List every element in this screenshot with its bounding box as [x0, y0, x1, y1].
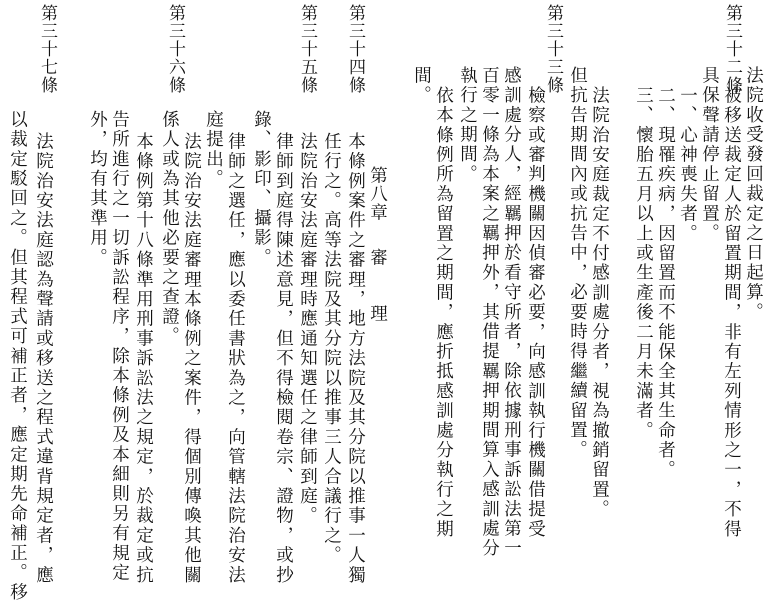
- text-column: 法院治安法庭審理本條例之案件，得個別傳喚其他關: [181, 132, 202, 586]
- text-column: 法院治安法庭審理時應通知選任之律師到庭。: [297, 132, 318, 526]
- text-column: 依本條例所為留置之期間，應折抵感訓處分執行之期: [433, 86, 454, 540]
- text-column: 但抗告期間內或抗告中，必要時得繼續留置。: [567, 66, 588, 460]
- text-column: 係人或為其他必要之查證。: [159, 110, 180, 347]
- text-column: 錄、影印、攝影。: [251, 110, 272, 268]
- text-column: 本條例第十八條準用刑事訴訟法之規定，於裁定或抗: [133, 132, 154, 586]
- text-column: 感訓處分人，經羈押於看守所者，除依據刑事訴訟法第一: [501, 66, 522, 559]
- text-column: 具保聲請停止留置。: [699, 66, 720, 244]
- article-heading-34: 第三十四條: [345, 4, 365, 94]
- text-column: 三、懷胎五月以上或生產後二月未滿者。: [633, 86, 654, 441]
- text-column: 間。: [411, 66, 432, 106]
- text-column: 法院收受發回裁定之日起算。: [743, 66, 764, 323]
- article-heading-35: 第三十五條: [297, 4, 317, 94]
- text-column: 法院治安法庭認為聲請或移送之程式違背規定者，應: [33, 132, 54, 586]
- text-column: 本條例案件之審理，地方法院及其分院以推事一人獨: [345, 132, 366, 586]
- text-column: 告所進行之一切訴訟程序，除本條例及本細則另有規定: [109, 110, 130, 583]
- text-column: 庭提出。: [203, 110, 224, 189]
- text-column: 百零一條為本案之羈押外，其借提羈押期間算入感訓處分: [479, 66, 500, 559]
- text-column: 外，均有其準用。: [87, 110, 108, 268]
- text-column: 二、現罹疾病，因留置而不能保全其生命者。: [655, 86, 676, 480]
- chapter-title-char-1: 審: [367, 248, 388, 267]
- article-heading-37: 第三十七條: [37, 4, 57, 94]
- text-column: 法院治安庭裁定不付感訓處分者，視為撤銷留置。: [589, 86, 610, 520]
- chapter-heading: 第八章: [367, 166, 388, 222]
- text-column: 一、心神喪失者。: [677, 86, 698, 244]
- text-column: 律師到庭得陳述意見，但不得檢閱卷宗、證物，或抄: [273, 132, 294, 586]
- article-heading-33: 第三十三條: [543, 4, 563, 94]
- text-column: 執行之期間。: [457, 66, 478, 185]
- text-column: 律師之選任，應以委任書狀為之，向管轄法院治安法: [225, 132, 246, 586]
- text-column: 檢察或審判機關因偵審必要，向感訓執行機關借提受: [525, 86, 546, 540]
- chapter-title-char-2: 理: [367, 304, 388, 323]
- text-column: 以裁定駁回之。但其程式可補正者，應定期先命補正。移: [7, 110, 28, 603]
- text-column: 被移送裁定人於留置期間，非有左列情形之一，不得: [721, 86, 742, 540]
- article-heading-32: 第三十二條: [722, 4, 742, 94]
- article-heading-36: 第三十六條: [165, 4, 185, 94]
- text-column: 任行之。高等法院及其分院以推事三人合議行之。: [321, 132, 342, 566]
